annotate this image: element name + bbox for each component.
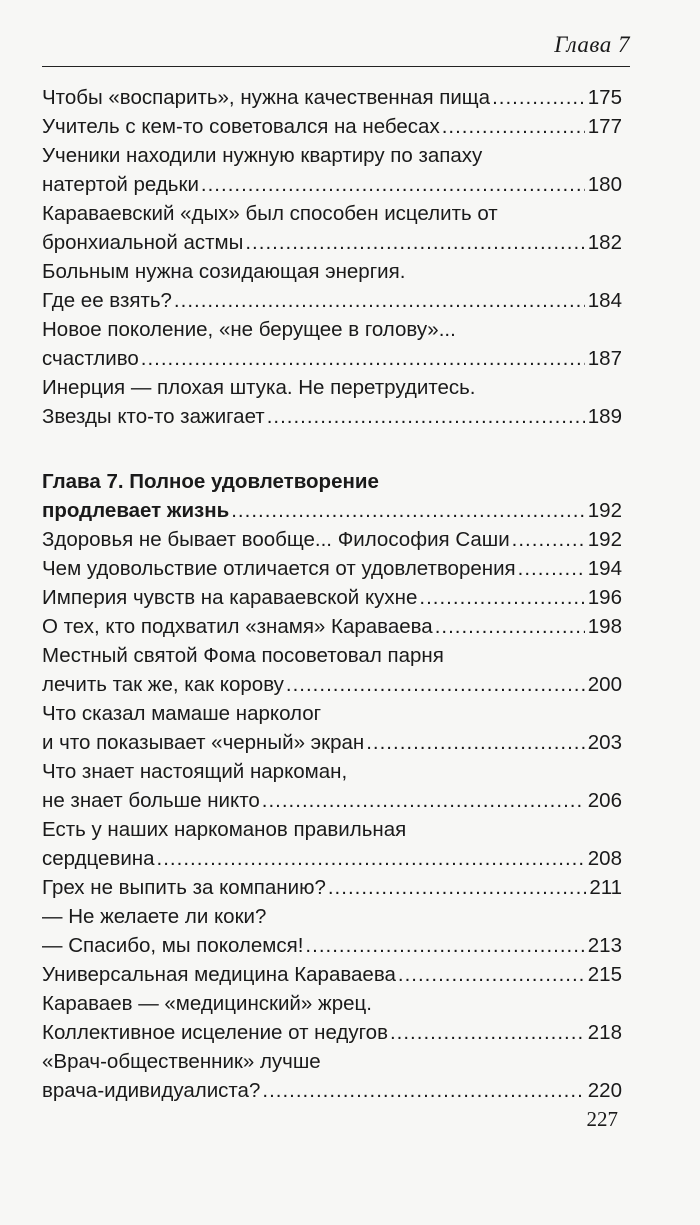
toc-entry-text: Империя чувств на караваевской кухне [42,586,418,609]
toc-entry-last-line [42,402,622,431]
toc-entry-line: Есть у наших наркоманов правильная [42,818,407,841]
toc-page-number: 208 [587,847,622,870]
toc-entry-text: и что показывает «черный» экран [42,731,365,754]
toc-page-number: 196 [587,586,622,609]
toc-entry-text: О тех, кто подхватил «знамя» Караваева [42,615,433,638]
dot-leader [174,286,585,315]
toc-page-number: 177 [587,115,622,138]
toc-entry-line: Новое поколение, «не берущее в голову»... [42,318,456,341]
toc-entry [42,315,622,373]
toc-entry [42,257,622,315]
dot-leader [398,960,585,989]
toc-entry [42,83,622,112]
dot-leader [419,583,584,612]
toc-entry [42,199,622,257]
toc-entry-text: Учитель с кем-то советовался на небесах [42,115,440,138]
toc-entry [42,902,622,960]
toc-entry-last-line [42,786,622,815]
toc-page-number: 184 [587,289,622,312]
dot-leader [157,844,585,873]
toc-entry-text: натертой редьки [42,173,199,196]
toc-entry-last-line [42,344,622,373]
toc-entry-text: врача-идивидуалиста? [42,1079,261,1102]
toc-entry [42,815,622,873]
toc-entry-last-line [42,931,622,960]
toc-entry-text: Здоровья не бывает вообще... Философия Саши [42,528,510,551]
dot-leader [262,1076,584,1105]
toc-entry-line: Что знает настоящий наркоман, [42,760,348,783]
toc-entry-last-line [42,525,622,554]
toc-entry-line: Караваевский «дых» был способен исцелить от [42,202,498,225]
toc-entry [42,112,622,141]
dot-leader [231,496,585,525]
running-title: Глава 7 [554,32,630,57]
toc-chapter-heading [42,467,622,525]
toc-entry-text: бронхиальной астмы [42,231,244,254]
toc-entry-line: Ученики находили нужную квартиру по запаху [42,144,483,167]
table-of-contents [42,83,622,1105]
dot-leader [245,228,584,257]
toc-page-number: 189 [587,405,622,428]
toc-entry-line: Местный святой Фома посоветовал парня [42,644,444,667]
toc-entry-text: Где ее взять? [42,289,172,312]
toc-entry-line: Караваев — «медицинский» жрец. [42,992,372,1015]
dot-leader [366,728,585,757]
toc-entry [42,141,622,199]
toc-page-number: 215 [587,963,622,986]
toc-entry-text: сердцевина [42,847,155,870]
toc-entry-line: Что сказал мамаше нарколог [42,702,322,725]
toc-entry [42,525,622,554]
toc-entry-line: — Не желаете ли коки? [42,905,267,928]
dot-leader [141,344,585,373]
dot-leader [267,402,585,431]
toc-entry-last-line [42,844,622,873]
toc-entry [42,960,622,989]
dot-leader [492,83,585,112]
dot-leader [328,873,586,902]
dot-leader [512,525,585,554]
dot-leader [442,112,585,141]
toc-entry-text: Универсальная медицина Караваева [42,963,396,986]
toc-entry [42,699,622,757]
toc-entry [42,641,622,699]
toc-page-number: 203 [587,731,622,754]
dot-leader [435,612,585,641]
dot-leader [305,931,584,960]
toc-entry [42,612,622,641]
toc-entry-text: Чем удовольствие отличается от удовлетворения [42,557,516,580]
toc-page-number: 175 [587,86,622,109]
toc-entry-text: не знает больше никто [42,789,260,812]
dot-leader [390,1018,585,1047]
running-header [42,30,630,67]
toc-page-number: 194 [587,557,622,580]
toc-entry [42,1047,622,1105]
toc-entry-text: Звезды кто-то зажигает [42,405,265,428]
toc-entry-last-line [42,670,622,699]
toc-entry [42,757,622,815]
dot-leader [518,554,585,583]
toc-page-number: 206 [587,789,622,812]
dot-leader [201,170,585,199]
toc-entry [42,583,622,612]
toc-entry-text: — Спасибо, мы поколемся! [42,934,304,957]
toc-page-number: 198 [587,615,622,638]
toc-entry-last-line [42,1018,622,1047]
page-number: 227 [586,1107,618,1131]
toc-page-number: 180 [587,173,622,196]
toc-entry [42,554,622,583]
toc-entry-last-line [42,583,622,612]
toc-page-number: 220 [587,1079,622,1102]
toc-entry [42,989,622,1047]
dot-leader [262,786,585,815]
toc-entry-text: лечить так же, как корову [42,673,284,696]
toc-entry-text: счастливо [42,347,139,370]
toc-entry-last-line [42,728,622,757]
toc-entry-last-line [42,1076,622,1105]
toc-entry-last-line [42,286,622,315]
toc-entry-last-line [42,170,622,199]
toc-entry-text: Чтобы «воспарить», нужна качественная пища [42,86,491,109]
toc-entry-last-line [42,112,622,141]
toc-page-number: 211 [589,876,622,899]
toc-entry-last-line [42,554,622,583]
toc-entry-text: Грех не выпить за компанию? [42,876,326,899]
toc-entry-last-line [42,960,622,989]
toc-entry-line: «Врач-общественник» лучше [42,1050,321,1073]
dot-leader [286,670,585,699]
toc-entry-line: Инерция — плохая штука. Не перетрудитесь. [42,376,476,399]
toc-entry-line: Больным нужна созидающая энергия. [42,260,406,283]
toc-entry [42,873,622,902]
toc-entry-text: Коллективное исцеление от недугов [42,1021,388,1044]
toc-entry-last-line [42,612,622,641]
toc-entry-last-line [42,496,622,525]
toc-page-number: 213 [587,934,622,957]
toc-page-number: 200 [587,673,622,696]
toc-entry-last-line [42,228,622,257]
toc-page-number: 182 [587,231,622,254]
toc-page-number: 218 [587,1021,622,1044]
toc-page-number: 192 [587,499,622,522]
toc-page-number: 192 [587,528,622,551]
toc-entry-line: Глава 7. Полное удовлетворение [42,470,379,493]
toc-page-number: 187 [587,347,622,370]
toc-entry [42,373,622,431]
toc-entry-last-line [42,83,622,112]
toc-entry-last-line [42,873,622,902]
toc-entry-text: продлевает жизнь [42,499,230,522]
